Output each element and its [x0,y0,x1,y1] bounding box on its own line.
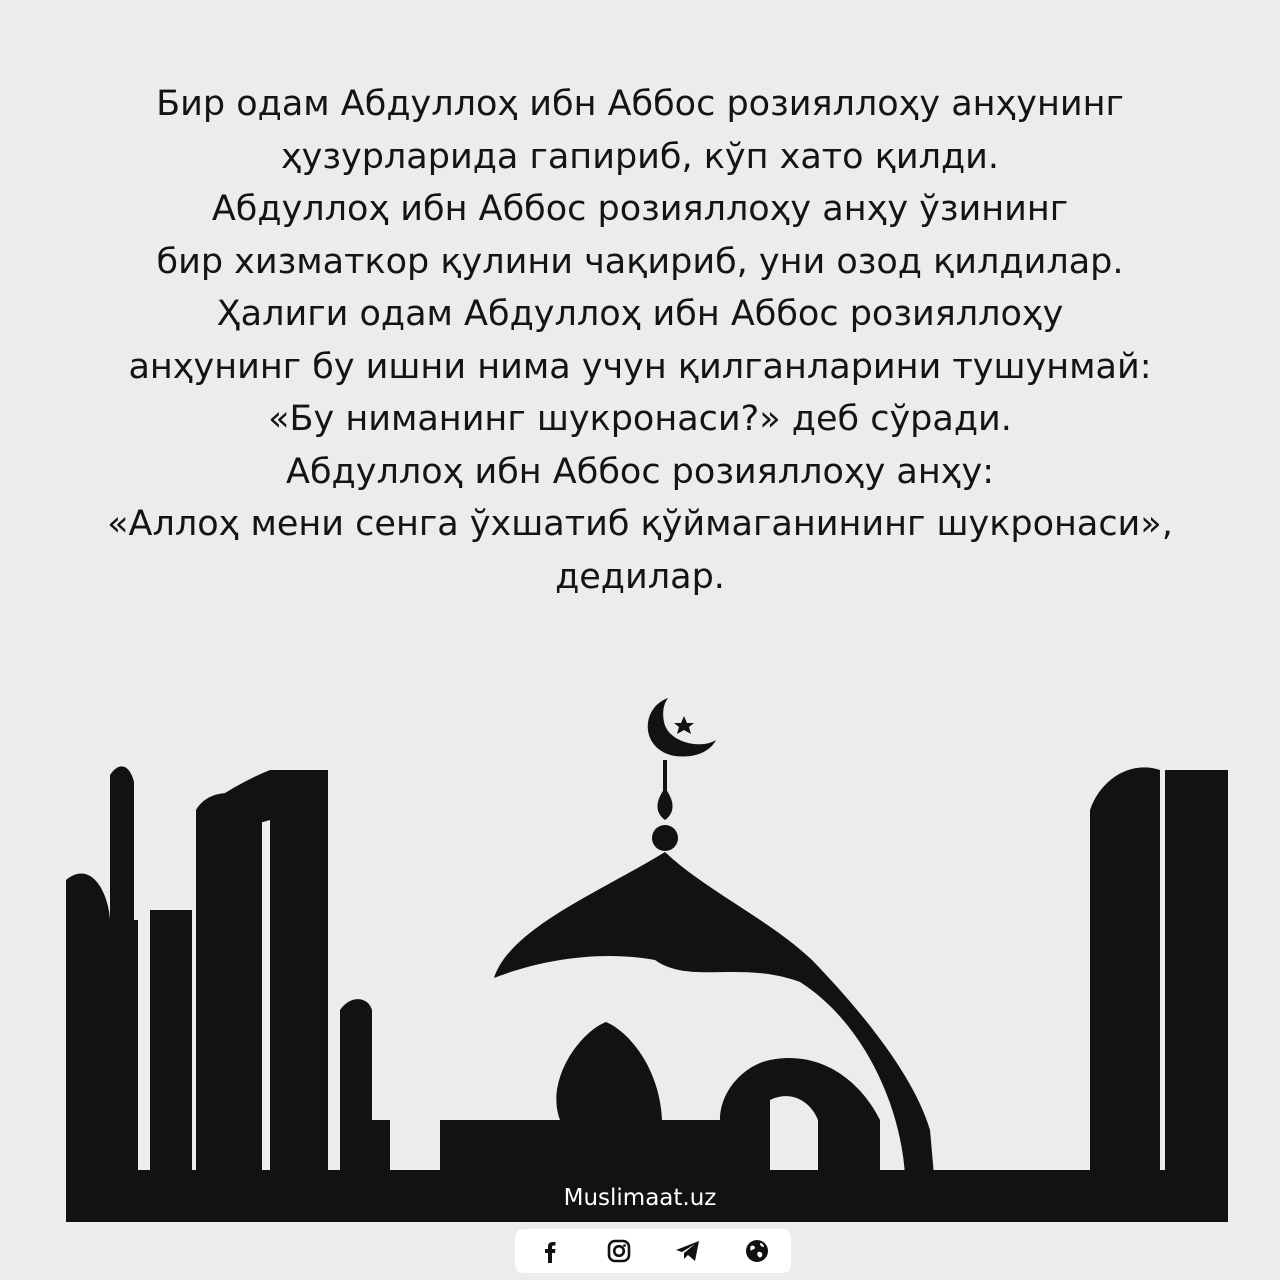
facebook-icon[interactable] [535,1236,565,1266]
post-line-2: ҳузурларида гапириб, кўп хато қилди. [280,136,1000,177]
globe-icon[interactable] [742,1236,772,1266]
telegram-icon[interactable] [673,1236,703,1266]
instagram-icon[interactable] [604,1236,634,1266]
left-tower [196,793,262,1170]
site-label: Muslimaat.uz [563,1185,717,1211]
left-minaret [110,766,134,920]
star-icon [674,716,694,734]
post-line-8: Абдуллоҳ ибн Аббос розияллоҳу анҳу: [286,451,994,492]
post-line-7: «Бу ниманинг шукронаси?» деб сўради. [268,399,1012,439]
post-line-3: Абдуллоҳ ибн Аббос розияллоҳу анҳу ўзининг [211,189,1069,229]
post-line-4: бир хизматкор қулини чақириб, уни озод қилдилар. [156,241,1124,282]
post-text [60,78,1220,603]
right-minaret [1090,767,1160,1170]
post-line-6: анҳунинг бу ишни нима учун қилганларини тушунмай: [128,346,1152,387]
mosque-calligraphy-art [0,660,1280,1240]
post-line-9: «Аллоҳ мени сенга ўхшатиб қўймаганининг шукронаси», [107,504,1173,544]
post-line-5: Ҳалиги одам Абдуллоҳ ибн Аббос розияллоҳу [216,294,1064,334]
post-line-10: дедилар. [555,556,725,597]
post-line-1: Бир одам Абдуллоҳ ибн Аббос розияллоҳу анҳунинг [156,84,1124,124]
social-links-bar [515,1229,791,1273]
